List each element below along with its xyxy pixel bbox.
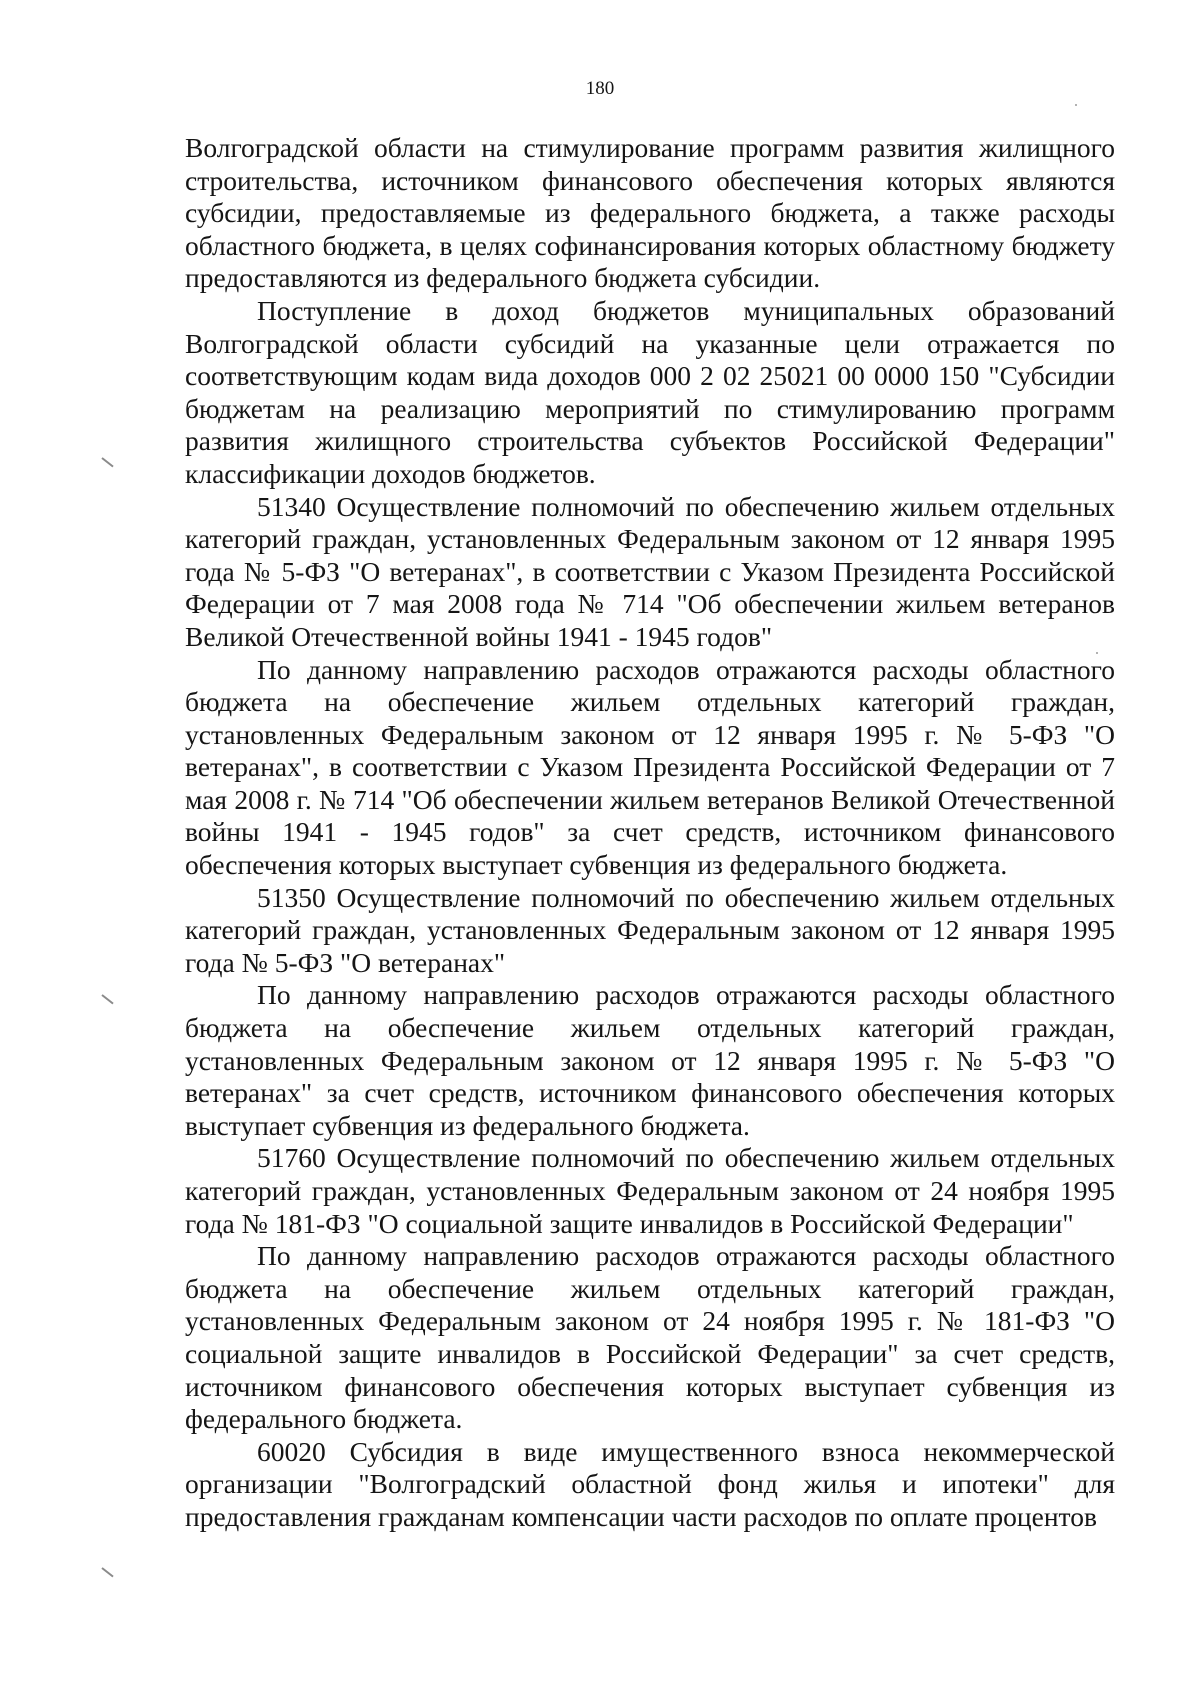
- paragraph-51760-description: По данному направлению расходов отражаются расходы областного бюджета на обеспечение жильем отдельных категорий граждан, установленных Федеральным законом от 24 ноября 1995 г. № 181-ФЗ "О социальной защите инвалидов в Российской Федерации" за счет средств, источником финансового обеспечения которых выступает субвенция из федерального бюджета.: [185, 1240, 1115, 1435]
- scan-dot: [1096, 652, 1098, 654]
- paragraph-51350-heading: 51350 Осуществление полномочий по обеспечению жильем отдельных категорий граждан, установленных Федеральным законом от 12 января 1995 года № 5-ФЗ "О ветеранах": [185, 881, 1115, 978]
- page-body: [185, 132, 1115, 1534]
- scan-mark: [101, 1567, 113, 1577]
- page-number: 180: [585, 78, 615, 99]
- scan-mark: [101, 457, 113, 467]
- scan-mark: [101, 994, 113, 1004]
- paragraph-revenue-subsidies: Поступление в доход бюджетов муниципальных образований Волгоградской области субсидий на указанные цели отражается по соответствующим кодам вида доходов 000 2 02 25021 00 0000 150 "Субсидии бюджетам на реализацию мероприятий по стимулированию программ развития жилищного строительства субъектов Российской Федерации" классификации доходов бюджетов.: [185, 294, 1115, 489]
- paragraph-51350-description: По данному направлению расходов отражаются расходы областного бюджета на обеспечение жильем отдельных категорий граждан, установленных Федеральным законом от 12 января 1995 г. № 5-ФЗ "О ветеранах" за счет средств, источником финансового обеспечения которых выступает субвенция из федерального бюджета.: [185, 979, 1115, 1141]
- paragraph-51340-heading: 51340 Осуществление полномочий по обеспечению жильем отдельных категорий граждан, установленных Федеральным законом от 12 января 1995 года № 5-ФЗ "О ветеранах", в соответствии с Указом Президента Российской Федерации от 7 мая 2008 года № 714 "Об обеспечении жильем ветеранов Великой Отечественной войны 1941 - 1945 годов": [185, 490, 1115, 652]
- paragraph-51760-heading: 51760 Осуществление полномочий по обеспечению жильем отдельных категорий граждан, установленных Федеральным законом от 24 ноября 1995 года № 181-ФЗ "О социальной защите инвалидов в Российской Федерации": [185, 1142, 1115, 1239]
- scan-dot: [1075, 104, 1077, 106]
- paragraph-51340-description: По данному направлению расходов отражаются расходы областного бюджета на обеспечение жильем отдельных категорий граждан, установленных Федеральным законом от 12 января 1995 г. № 5-ФЗ "О ветеранах", в соответствии с Указом Президента Российской Федерации от 7 мая 2008 г. № 714 "Об обеспечении жильем ветеранов Великой Отечественной войны 1941 - 1945 годов" за счет средств, источником финансового обеспечения которых выступает субвенция из федерального бюджета.: [185, 653, 1115, 881]
- paragraph-continuation: Волгоградской области на стимулирование программ развития жилищного строительства, источником финансового обеспечения которых являются субсидии, предоставляемые из федерального бюджета, а также расходы областного бюджета, в целях софинансирования которых областному бюджету предоставляются из федерального бюджета субсидии.: [185, 132, 1115, 294]
- paragraph-60020-heading: 60020 Субсидия в виде имущественного взноса некоммерческой организации "Волгоградский областной фонд жилья и ипотеки" для предоставления гражданам компенсации части расходов по оплате процентов: [185, 1435, 1115, 1532]
